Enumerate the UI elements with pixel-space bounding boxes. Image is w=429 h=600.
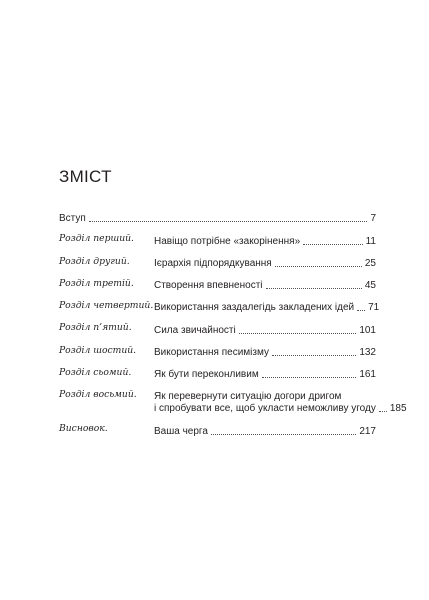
toc-entry-title: Створення впевненості — [154, 280, 263, 292]
toc-entry-page: 185 — [389, 403, 407, 415]
dot-leader — [262, 377, 357, 378]
toc-entry-title: Як бути переконливим — [154, 369, 259, 381]
toc-entry-title-wrap — [154, 280, 376, 292]
toc-entry-label: Розділ сьомий. — [59, 367, 132, 379]
toc-entry-title-wrap — [154, 426, 376, 438]
toc-entry-chapter-6[interactable] — [59, 337, 376, 359]
toc-entry-page: 25 — [364, 257, 376, 269]
toc-entry-title: Вступ — [59, 213, 86, 225]
toc-entry-title-wrap — [154, 258, 376, 270]
toc-entry-label: Розділ восьмий. — [59, 389, 137, 401]
toc-entry-page: 217 — [359, 425, 376, 437]
toc-entry-label: Розділ шостий. — [59, 344, 137, 356]
toc-entry-title-line-1: Як перевернути ситуацію догори дригом — [154, 391, 342, 403]
toc-entry-title-wrap — [154, 236, 376, 248]
toc-entry-title: Сила звичайності — [154, 324, 236, 336]
toc-entry-title: Використання заздалегідь закладених ідей — [154, 302, 355, 314]
dot-leader — [272, 355, 356, 356]
toc-heading: ЗМІСТ — [59, 167, 112, 186]
toc-entry-label: Розділ другий. — [59, 255, 130, 267]
toc-entry-label: Розділ четвертий. — [59, 300, 154, 312]
toc-entry-title: Навіщо потрібне «закорінення» — [154, 235, 301, 247]
toc-entry-title-line-2: і спробувати все, щоб укласти неможливу угоду — [154, 403, 376, 415]
toc-entry-label: Розділ п’ятий. — [59, 322, 132, 334]
toc-entry-title-lines — [154, 391, 376, 415]
toc-entry-conclusion[interactable] — [59, 415, 376, 437]
toc-entry-title-wrap — [154, 369, 376, 381]
toc-entry-page: 11 — [365, 235, 376, 247]
dot-leader — [303, 244, 362, 245]
toc-entry-page: 7 — [370, 213, 376, 225]
toc-entry-title: Ваша черга — [154, 425, 208, 437]
toc-entry-chapter-2[interactable] — [59, 248, 376, 270]
dot-leader — [239, 333, 357, 334]
toc-entry-page: 132 — [359, 347, 376, 359]
toc-entry-page: 161 — [359, 369, 376, 381]
toc-entry-page: 71 — [368, 302, 380, 314]
toc-entry-chapter-7[interactable] — [59, 359, 376, 381]
toc-entry-title-wrap — [154, 302, 379, 314]
toc-entry-chapter-8[interactable] — [59, 381, 407, 415]
toc-entry-chapter-5[interactable] — [59, 314, 376, 336]
toc-entry-title-wrap — [154, 391, 407, 415]
dot-leader — [266, 288, 362, 289]
toc-entry-title: Ієрархія підпорядкування — [154, 257, 272, 269]
toc-entry-title: Використання песимізму — [154, 347, 269, 359]
dot-leader — [211, 434, 356, 435]
toc-entry-chapter-4[interactable] — [59, 292, 380, 314]
dot-leader — [275, 266, 362, 267]
toc-entry-title-wrap — [59, 213, 376, 225]
toc-entry-chapter-1[interactable] — [59, 225, 376, 247]
dot-leader — [89, 221, 368, 222]
toc-entry-page: 45 — [364, 280, 376, 292]
toc-entry-chapter-3[interactable] — [59, 270, 376, 292]
dot-leader — [357, 310, 365, 311]
toc-entry-title-wrap — [154, 325, 376, 337]
dot-leader — [379, 411, 387, 412]
toc-entry-page: 101 — [359, 324, 376, 336]
toc-entry-title-wrap — [154, 347, 376, 359]
toc-entry-label: Розділ третій. — [59, 277, 134, 289]
toc-entry-label: Висновок. — [59, 423, 108, 435]
table-of-contents — [59, 203, 407, 438]
toc-entry-label: Розділ перший. — [59, 233, 134, 245]
toc-entry-intro[interactable] — [59, 203, 376, 225]
